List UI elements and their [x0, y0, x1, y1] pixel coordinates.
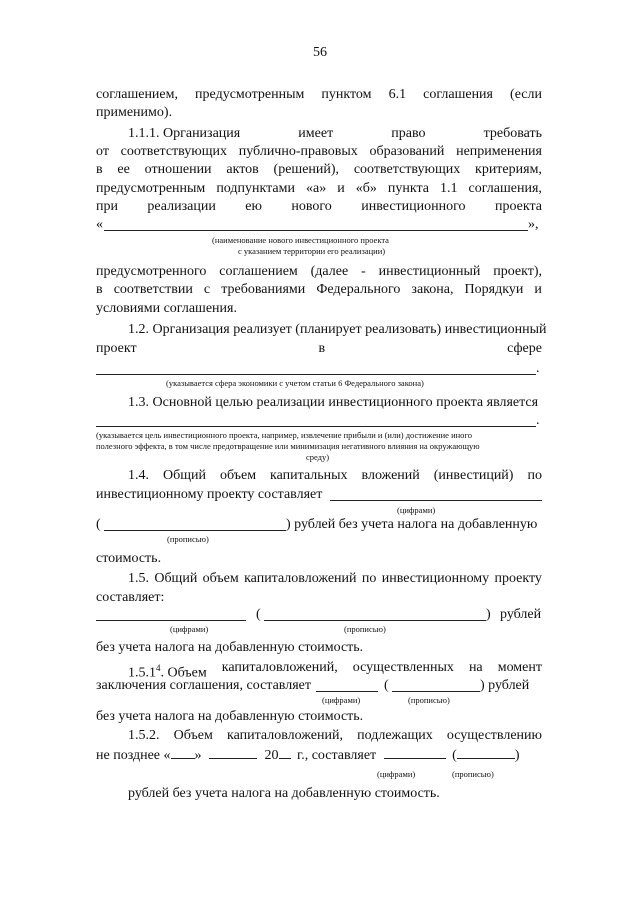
label-words: (прописью): [344, 624, 386, 634]
note-goal-2: полезного эффекта, в том числе предотвращение или минимизация негативного влияния на окружающую: [96, 441, 480, 451]
text-line: проект в сфере: [96, 341, 542, 356]
label-words: (прописью): [408, 695, 450, 705]
text-line: условиями соглашения.: [96, 301, 237, 316]
label-figures: (цифрами): [397, 505, 436, 515]
label-words: (прописью): [452, 769, 494, 779]
realized-words-field[interactable]: [392, 691, 480, 692]
text-line: при реализации ею нового инвестиционного проекта: [96, 199, 542, 214]
note-economy-sphere: (указывается сфера экономики с учетом статьи 6 Федерального закона): [166, 378, 424, 388]
capital-figures-field[interactable]: [96, 620, 246, 621]
clause-1-3: 1.3. Основной целью реализации инвестиционного проекта является: [128, 395, 539, 410]
year-field[interactable]: [279, 745, 291, 759]
rubles: рублей: [500, 607, 542, 622]
text-line: предусмотренного соглашением (далее - инвестиционный проект),: [96, 264, 542, 279]
page-number: 56: [313, 45, 327, 60]
text-line: стоимость.: [96, 551, 162, 566]
period: .: [536, 413, 540, 428]
clause-1-5: 1.5. Общий объем капиталовложений по инвестиционному проекту: [128, 571, 542, 586]
text-line: инвестиционному проекту составляет: [96, 487, 323, 502]
realized-figures-field[interactable]: [316, 691, 378, 692]
planned-words-field[interactable]: [457, 745, 515, 759]
day-field[interactable]: [171, 745, 195, 759]
note-project-name: (наименование нового инвестиционного проекта: [212, 235, 389, 245]
label-words: (прописью): [167, 534, 209, 544]
text-line: составляет:: [96, 590, 165, 605]
note-goal-1: (указывается цель инвестиционного проекта, например, извлечение прибыли и (или) достижение иного: [96, 430, 472, 440]
planned-figures-field[interactable]: [384, 745, 446, 759]
text-line: без учета налога на добавленную стоимость.: [96, 709, 364, 724]
text-line: ) рублей без учета налога на добавленную: [286, 517, 538, 532]
text-line: без учета налога на добавленную стоимость.: [96, 640, 364, 655]
rubles: ) рублей: [480, 678, 530, 693]
text-line: применимо).: [96, 105, 173, 120]
clause-1-5-2: 1.5.2. Объем капиталовложений, подлежащих осуществлению: [128, 728, 542, 743]
note-goal-3: среду): [306, 452, 330, 462]
deadline-line: не позднее « » 20 г., составляет ( ): [96, 745, 542, 765]
clause-1-4: 1.4. Общий объем капитальных вложений (инвестиций) по: [128, 468, 542, 483]
text-line: соглашением, предусмотренным пунктом 6.1 соглашения (если: [96, 87, 542, 102]
note-project-territory: с указанием территории его реализации): [238, 246, 386, 256]
text-line: в ее отношении актов (решений), соответствующих критериям,: [96, 162, 542, 177]
label-figures: (цифрами): [377, 769, 416, 779]
investment-figures-field[interactable]: [330, 500, 542, 501]
text-line: (: [96, 517, 101, 532]
text-line: рублей без учета налога на добавленную стоимость.: [128, 786, 440, 801]
label-figures: (цифрами): [170, 624, 209, 634]
paren-open: (: [256, 607, 261, 622]
economy-sphere-field[interactable]: [96, 374, 536, 375]
paren-close: ): [486, 607, 491, 622]
text-line: от соответствующих публично-правовых образований неприменения: [96, 144, 542, 159]
paren-open: (: [384, 678, 389, 693]
project-goal-field[interactable]: [96, 426, 536, 427]
capital-words-field[interactable]: [264, 620, 486, 621]
text-line: в соответствии с требованиями Федерального закона, Порядкуи и: [96, 282, 542, 297]
investment-words-field[interactable]: [104, 530, 286, 531]
text-line: заключения соглашения, составляет: [96, 678, 311, 693]
clause-1-1-1: 1.1.1. Организация имеет право требовать: [128, 126, 542, 141]
month-field[interactable]: [209, 745, 257, 759]
clause-1-2: 1.2. Организация реализует (планирует реализовать) инвестиционный: [128, 322, 547, 337]
label-figures: (цифрами): [322, 695, 361, 705]
text-line: предусмотренным подпунктами «а» и «б» пункта 1.1 соглашения,: [96, 181, 542, 196]
project-name-line: «: [96, 217, 103, 232]
quote-close: »,: [528, 217, 539, 232]
clause-1-5-1: 1.5.1$^4$. Объем капиталовложений, осуществленных на момент: [128, 660, 542, 681]
project-name-field[interactable]: [104, 230, 528, 231]
period: .: [536, 361, 540, 376]
